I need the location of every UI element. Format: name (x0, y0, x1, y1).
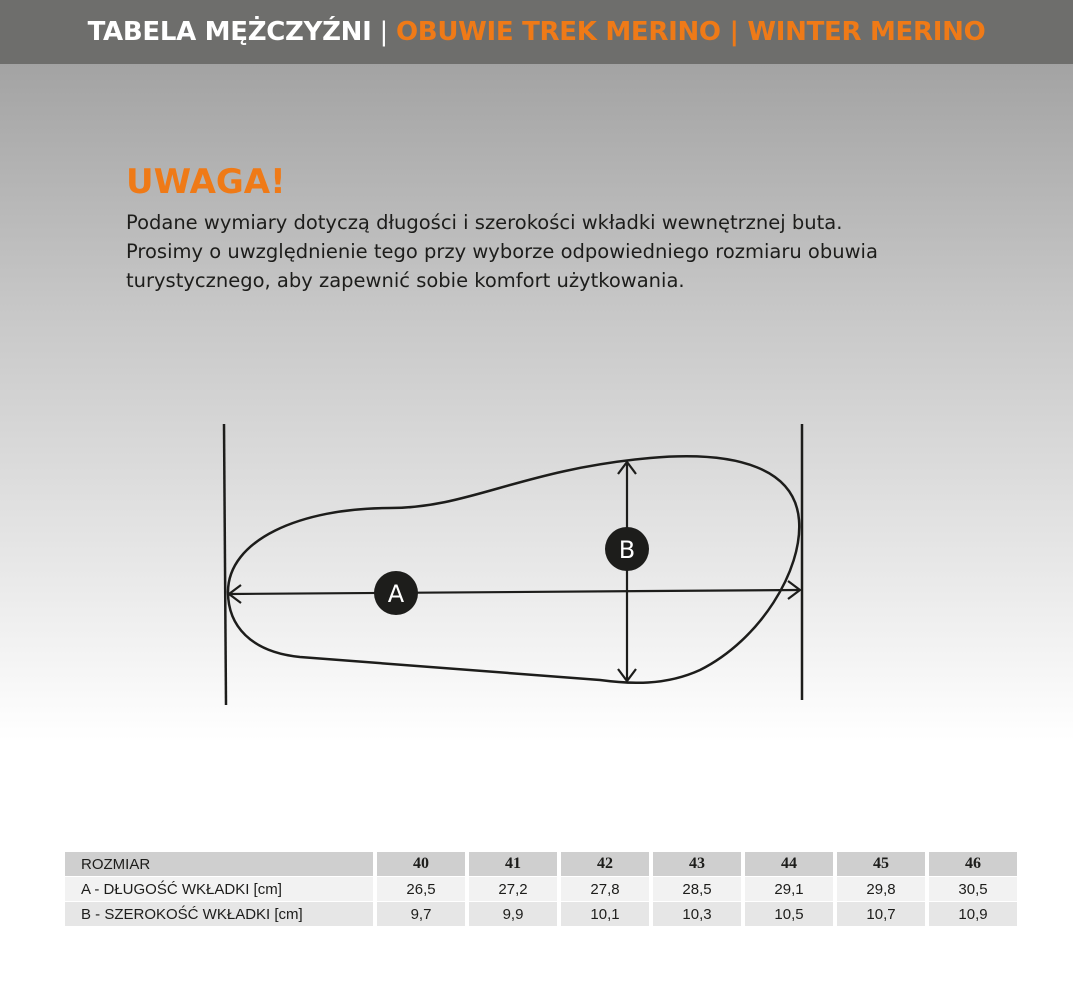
table-header-row (65, 852, 1017, 876)
header-separator: | (379, 17, 388, 47)
length-cell: 27,8 (561, 876, 649, 901)
heel-boundary-line (224, 424, 226, 705)
width-cell: 10,3 (653, 901, 741, 926)
notice-block (126, 160, 1006, 295)
width-cell: 9,9 (469, 901, 557, 926)
length-cell: 29,1 (745, 876, 833, 901)
width-cell: 10,5 (745, 901, 833, 926)
row-label-length (65, 876, 373, 901)
length-cell: 28,5 (653, 876, 741, 901)
notice-line: turystycznego, aby zapewnić sobie komfort użytkowania. (126, 269, 685, 292)
size-cell: 44 (745, 852, 833, 876)
notice-text (126, 208, 1006, 295)
row-label-width (65, 901, 373, 926)
size-cell: 40 (377, 852, 465, 876)
size-table (61, 852, 1021, 926)
width-cell: 10,7 (837, 901, 925, 926)
size-cell: 46 (929, 852, 1017, 876)
length-cell: 27,2 (469, 876, 557, 901)
page-header (0, 0, 1073, 64)
notice-title: UWAGA! (126, 162, 286, 202)
size-cell: 43 (653, 852, 741, 876)
length-cell: 26,5 (377, 876, 465, 901)
header-title-main: TABELA MĘŻCZYŹNI (87, 17, 372, 47)
size-cell: 42 (561, 852, 649, 876)
table-row (65, 876, 1017, 901)
label-a: A (387, 580, 405, 608)
width-cell: 10,1 (561, 901, 649, 926)
table-row (65, 901, 1017, 926)
insole-diagram (200, 415, 840, 715)
table-header-label: ROZMIAR (65, 852, 373, 876)
row-label-text: A - DŁUGOŚĆ WKŁADKI (81, 880, 250, 898)
width-cell: 9,7 (377, 901, 465, 926)
size-cell: 41 (469, 852, 557, 876)
length-cell: 30,5 (929, 876, 1017, 901)
length-arrow (230, 590, 799, 594)
insole-outline-icon (228, 456, 799, 683)
row-label-text: B - SZEROKOŚĆ WKŁADKI (81, 905, 271, 923)
label-b: B (618, 536, 636, 564)
length-cell: 29,8 (837, 876, 925, 901)
row-label-unit: [cm] (253, 880, 282, 898)
size-cell: 45 (837, 852, 925, 876)
width-cell: 10,9 (929, 901, 1017, 926)
header-title-product: OBUWIE TREK MERINO | WINTER MERINO (396, 17, 986, 47)
notice-line: Podane wymiary dotyczą długości i szerokości wkładki wewnętrznej buta. (126, 211, 843, 234)
notice-line: Prosimy o uwzględnienie tego przy wyborze odpowiedniego rozmiaru obuwia (126, 240, 878, 263)
row-label-unit: [cm] (274, 905, 303, 923)
